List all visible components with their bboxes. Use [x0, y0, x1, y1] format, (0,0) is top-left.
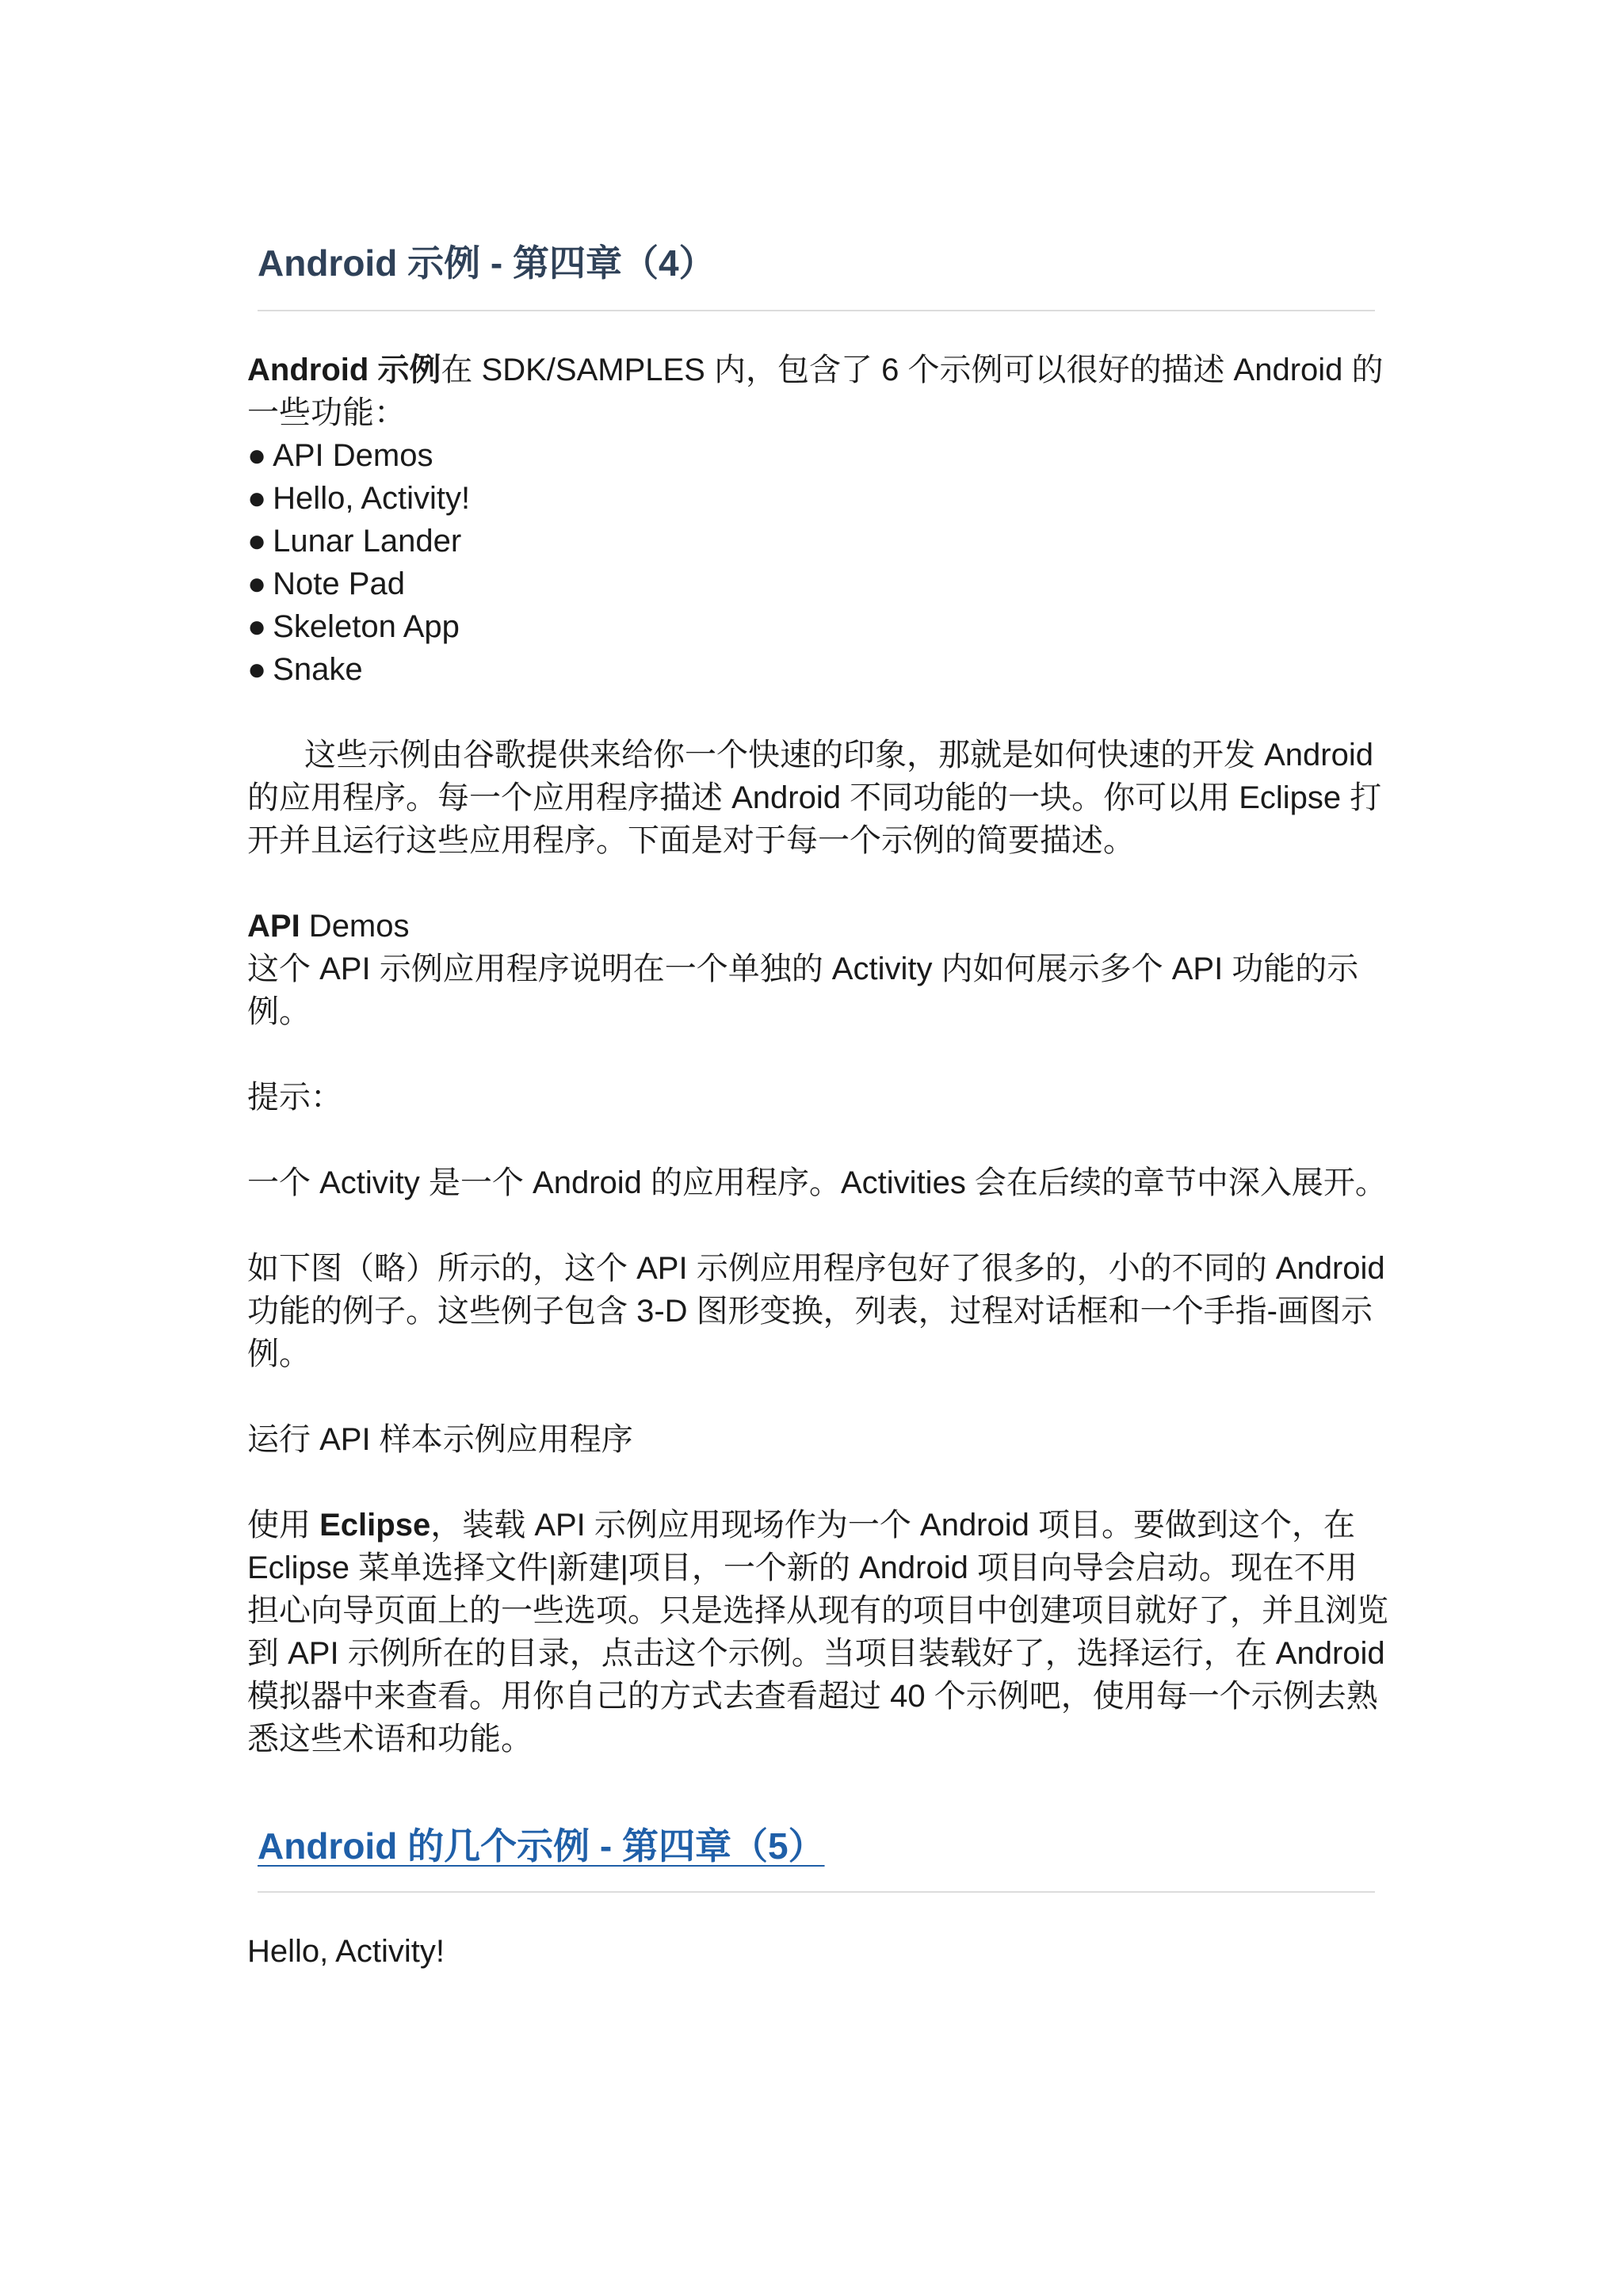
- bullet-icon: ●: [247, 438, 267, 473]
- api-heading-bold: API: [247, 909, 300, 944]
- spacer: [247, 1204, 1388, 1247]
- intro-text: 在 SDK/SAMPLES 内，包含了 6 个示例可以很好的描述 Android 的一些功能：: [247, 353, 1384, 430]
- intro-bold-term: Android 示例: [247, 353, 441, 387]
- spacer: [247, 1119, 1388, 1161]
- list-item: [247, 477, 1388, 520]
- list-item-label: Lunar Lander: [273, 524, 462, 559]
- section-body-chapter-5: [247, 1930, 1388, 1973]
- bullet-icon: ●: [247, 481, 267, 516]
- api-demos-heading: [247, 905, 1388, 948]
- figure-description: 如下图（略）所示的，这个 API 示例应用程序包好了很多的，小的不同的 Android 功能的例子。这些例子包含 3-D 图形变换，列表，过程对话框和一个手指-画图示例。: [247, 1251, 1385, 1371]
- intro-paragraph: [247, 349, 1388, 434]
- api-demos-description: 这个 API 示例应用程序说明在一个单独的 Activity 内如何展示多个 API 功能的示例。: [247, 952, 1359, 1029]
- tip-label: 提示：: [247, 1080, 342, 1115]
- list-item-label: Hello, Activity!: [273, 481, 471, 516]
- title-divider: [258, 310, 1375, 311]
- bullet-icon: ●: [247, 609, 267, 644]
- list-item-label: Skeleton App: [273, 609, 460, 644]
- list-item: [247, 563, 1388, 605]
- bullet-icon: ●: [247, 566, 267, 601]
- list-item: [247, 520, 1388, 563]
- api-heading-text: Demos: [300, 909, 410, 944]
- title-divider: [258, 1891, 1375, 1893]
- spacer: [247, 1375, 1388, 1418]
- list-item-label: Note Pad: [273, 566, 405, 601]
- section-title-chapter-5-link[interactable]: Android 的几个示例 - 第四章（5）: [258, 1825, 825, 1867]
- bullet-icon: ●: [247, 524, 267, 559]
- list-item: [247, 605, 1388, 648]
- tip-text: 一个 Activity 是一个 Android 的应用程序。Activities 会在后续的章节中深入展开。: [247, 1165, 1387, 1200]
- spacer: [247, 691, 1388, 734]
- list-item: [247, 434, 1388, 477]
- spacer: [247, 1033, 1388, 1076]
- section-title-chapter-4: Android 示例 - 第四章（4）: [258, 242, 716, 284]
- overview-paragraph: 这些示例由谷歌提供来给你一个快速的印象，那就是如何快速的开发 Android 的应用程序。每一个应用程序描述 Android 不同功能的一块。你可以用 Eclipse 打开并且运行这些应用程序。下面是对于每一个示例的简要描述。: [247, 738, 1382, 858]
- list-item: [247, 648, 1388, 691]
- list-item-label: API Demos: [273, 438, 433, 473]
- run-prefix: 使用: [247, 1508, 320, 1543]
- run-text: ，装载 API 示例应用现场作为一个 Android 项目。要做到这个，在 Eclipse 菜单选择文件|新建|项目，一个新的 Android 项目向导会启动。现在不用担心向导页面上的一些选项。只是选择从现有的项目中创建项目就好了，并且浏览到 API 示例所在的目录，点击这个示例。当项目装载好了，选择运行，在 Android 模拟器中来查看。用你自己的方式去查看超过 40 个示例吧，使用每一个示例去熟悉这些术语和功能。: [247, 1508, 1388, 1756]
- sample-list: [247, 434, 1388, 691]
- run-bold-term: Eclipse: [319, 1508, 431, 1543]
- bullet-icon: ●: [247, 652, 267, 687]
- list-item-label: Snake: [273, 652, 363, 687]
- spacer: [247, 862, 1388, 905]
- hello-activity-line: Hello, Activity!: [247, 1934, 445, 1969]
- run-section-title: 运行 API 样本示例应用程序: [247, 1422, 633, 1457]
- run-instructions: [247, 1504, 1388, 1760]
- spacer: [247, 1461, 1388, 1504]
- section-body-chapter-4: [247, 349, 1388, 1760]
